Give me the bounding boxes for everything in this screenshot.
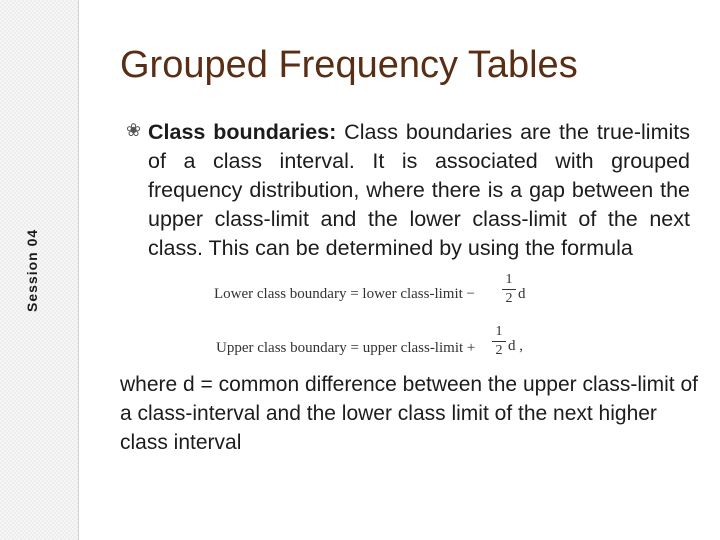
curl-bullet-icon: ❀	[126, 120, 142, 140]
upper-formula-fraction	[492, 324, 506, 359]
bullet-paragraph	[148, 118, 690, 263]
upper-formula-var: d ,	[508, 338, 523, 354]
lower-boundary-formula	[206, 268, 536, 320]
session-label: Session 04	[24, 228, 40, 312]
upper-formula-lhs: Upper class boundary = upper class-limit +	[216, 340, 476, 356]
lower-frac-bar	[502, 289, 516, 290]
lower-frac-den: 2	[505, 291, 513, 306]
upper-boundary-formula	[206, 322, 536, 374]
slide-title: Grouped Frequency Tables	[120, 44, 578, 86]
lower-formula-var: d	[518, 286, 526, 302]
definition-paragraph: where d = common difference between the upper class-limit of a class-interval and the lower class limit of the next higher class interval	[120, 373, 698, 454]
upper-frac-den: 2	[495, 343, 503, 358]
upper-frac-num: 1	[495, 324, 503, 339]
bullet-body: Class boundaries are the true-limits of a class interval. It is associated with grouped frequency distribution, where there is a gap between the upper class-limit and the lower class-limit of the next class. This can be determined by using the formula	[148, 120, 690, 260]
lower-formula-lhs: Lower class boundary = lower class-limit −	[214, 286, 476, 302]
bullet-term: Class boundaries:	[148, 120, 337, 144]
lower-formula-fraction	[502, 272, 516, 307]
lower-frac-num: 1	[505, 272, 513, 287]
upper-frac-bar	[492, 341, 506, 342]
